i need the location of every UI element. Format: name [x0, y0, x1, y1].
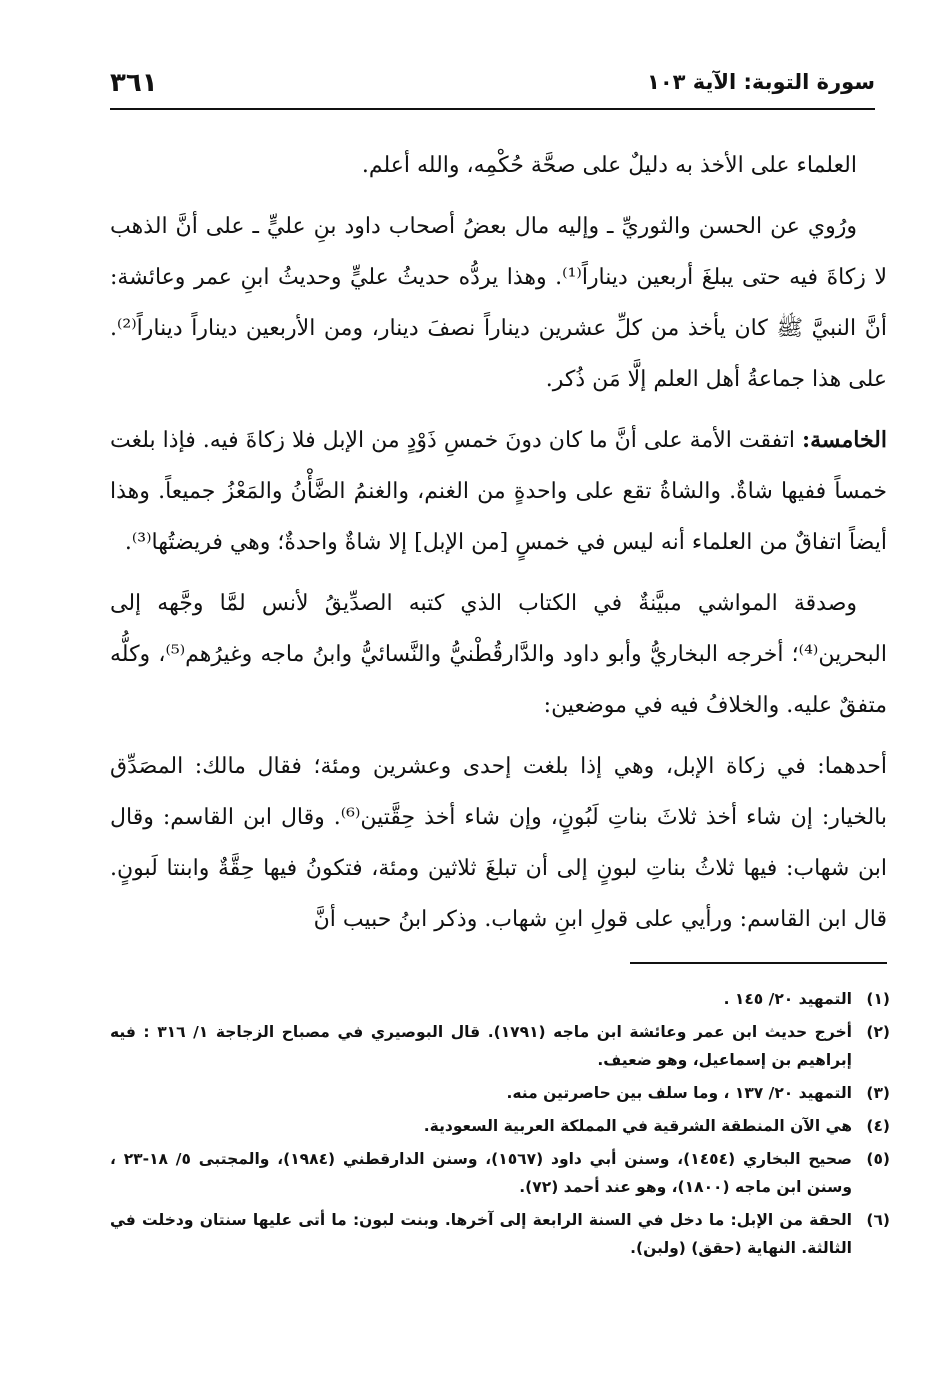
footnote-text: صحيح البخاري (١٤٥٤)، وسنن أبي داود (١٥٦٧)، وسنن الدارقطني (١٩٨٤)، والمجتبى ٥/ ١٨-٢٣ ، وسنن ابن ماجه (١٨٠٠)، وهو عند أحمد (٧٢).: [110, 1150, 853, 1196]
footnote: [110, 1145, 890, 1201]
paragraph: وصدقة المواشي مبيَّنةٌ في الكتاب الذي كتبه الصدِّيقُ لأنس لمَّا وجَّهه إلى البحرين⁽⁴⁾؛ أخرجه البخاريُّ وأبو داود والدَّارقُطْنيُّ والنَّسائيُّ وابنُ ماجه وغيرُهم⁽⁵⁾، وكلُّه متفقٌ عليه. والخلافُ فيه في موضعين:: [110, 591, 887, 718]
paragraph: أحدهما: في زكاة الإبل، وهي إذا بلغت إحدى وعشرين ومئة؛ فقال مالك: المصَدِّق بالخيار: إن شاء أخذ ثلاثَ بناتِ لَبُونٍ، وإن شاء أخذ حِقَّتين⁽⁶⁾. وقال ابن القاسم: وقال ابن شهاب: فيها ثلاثُ بناتِ لبونٍ إلى أن تبلغَ ثلاثين ومئة، فتكونُ فيها حِقَّةٌ وابنتا لَبونٍ. قال ابن القاسم: ورأيي على قولِ ابنِ شهاب. وذكر ابنُ حبيب أنَّ: [110, 754, 887, 932]
footnote-text: التمهيد ٢٠/ ١٤٥ .: [723, 990, 852, 1008]
paragraph: ورُوي عن الحسن والثوريِّ ـ وإليه مال بعضُ أصحاب داود بنِ عليٍّ ـ على أنَّ الذهب لا زكاةَ فيه حتى يبلغَ أربعين ديناراً⁽¹⁾. وهذا يردُّه حديثُ عليٍّ وحديثُ ابنِ عمر وعائشة: أنَّ النبيَّ ﷺ كان يأخذ من كلِّ عشرين ديناراً نصفَ دينار، ومن الأربعين ديناراً ديناراً⁽²⁾. على هذا جماعةُ أهل العلم إلَّا مَن ذُكر.: [110, 214, 888, 392]
header-divider: [110, 108, 875, 110]
running-header-title: سورة التوبة: الآية ١٠٣: [647, 70, 875, 94]
main-text: [110, 140, 887, 955]
footnote-number: (٢): [866, 1023, 890, 1041]
footnote: [110, 1206, 890, 1262]
footnote: [110, 1112, 890, 1140]
footnote-text: هي الآن المنطقة الشرقية في المملكة العربية السعودية.: [423, 1117, 852, 1135]
page-number: ٣٦١: [110, 68, 158, 98]
footnote-number: (٥): [866, 1150, 890, 1168]
footnote-text: الحقة من الإبل: ما دخل في السنة الرابعة إلى آخرها. وبنت لبون: ما أتى عليها سنتان ودخلت في الثالثة. النهاية (حقق) (ولبن).: [110, 1211, 852, 1257]
footnotes: [110, 985, 890, 1267]
running-header: [110, 68, 875, 108]
footnote-number: (١): [866, 990, 890, 1008]
footnote: [110, 985, 890, 1013]
footnote: [110, 1018, 890, 1074]
footnote: [110, 1079, 890, 1107]
footnote-text: أخرج حديث ابن عمر وعائشة ابن ماجه (١٧٩١). قال البوصيري في مصباح الزجاجة ١/ ٣١٦ : فيه إبراهيم بن إسماعيل، وهو ضعيف.: [110, 1023, 852, 1069]
paragraph-heading: الخامسة:: [801, 427, 887, 453]
footnote-divider: [630, 962, 887, 964]
footnote-text: التمهيد ٢٠/ ١٣٧ ، وما سلف بين حاصرتين منه.: [506, 1084, 852, 1102]
footnote-number: (٦): [866, 1211, 890, 1229]
footnote-number: (٤): [866, 1117, 890, 1135]
paragraph: [110, 415, 887, 568]
paragraph: العلماء على الأخذ به دليلٌ على صحَّة حُكْمِه، والله أعلم.: [361, 153, 857, 178]
paragraph-text: اتفقت الأمة على أنَّ ما كان دونَ خمسِ ذَوْدٍ من الإبل فلا زكاةَ فيه. فإذا بلغت خمساً ففيها شاةٌ. والشاةُ تقع على واحدةٍ من الغنم، والغنمُ الضَّأْنُ والمَعْزُ جميعاً. وهذا أيضاً اتفاقٌ من العلماء أنه ليس في خمسٍ [من الإبل] إلا شاةٌ واحدةٌ؛ وهي فريضتُها⁽³⁾.: [110, 428, 887, 555]
footnote-number: (٣): [866, 1084, 890, 1102]
